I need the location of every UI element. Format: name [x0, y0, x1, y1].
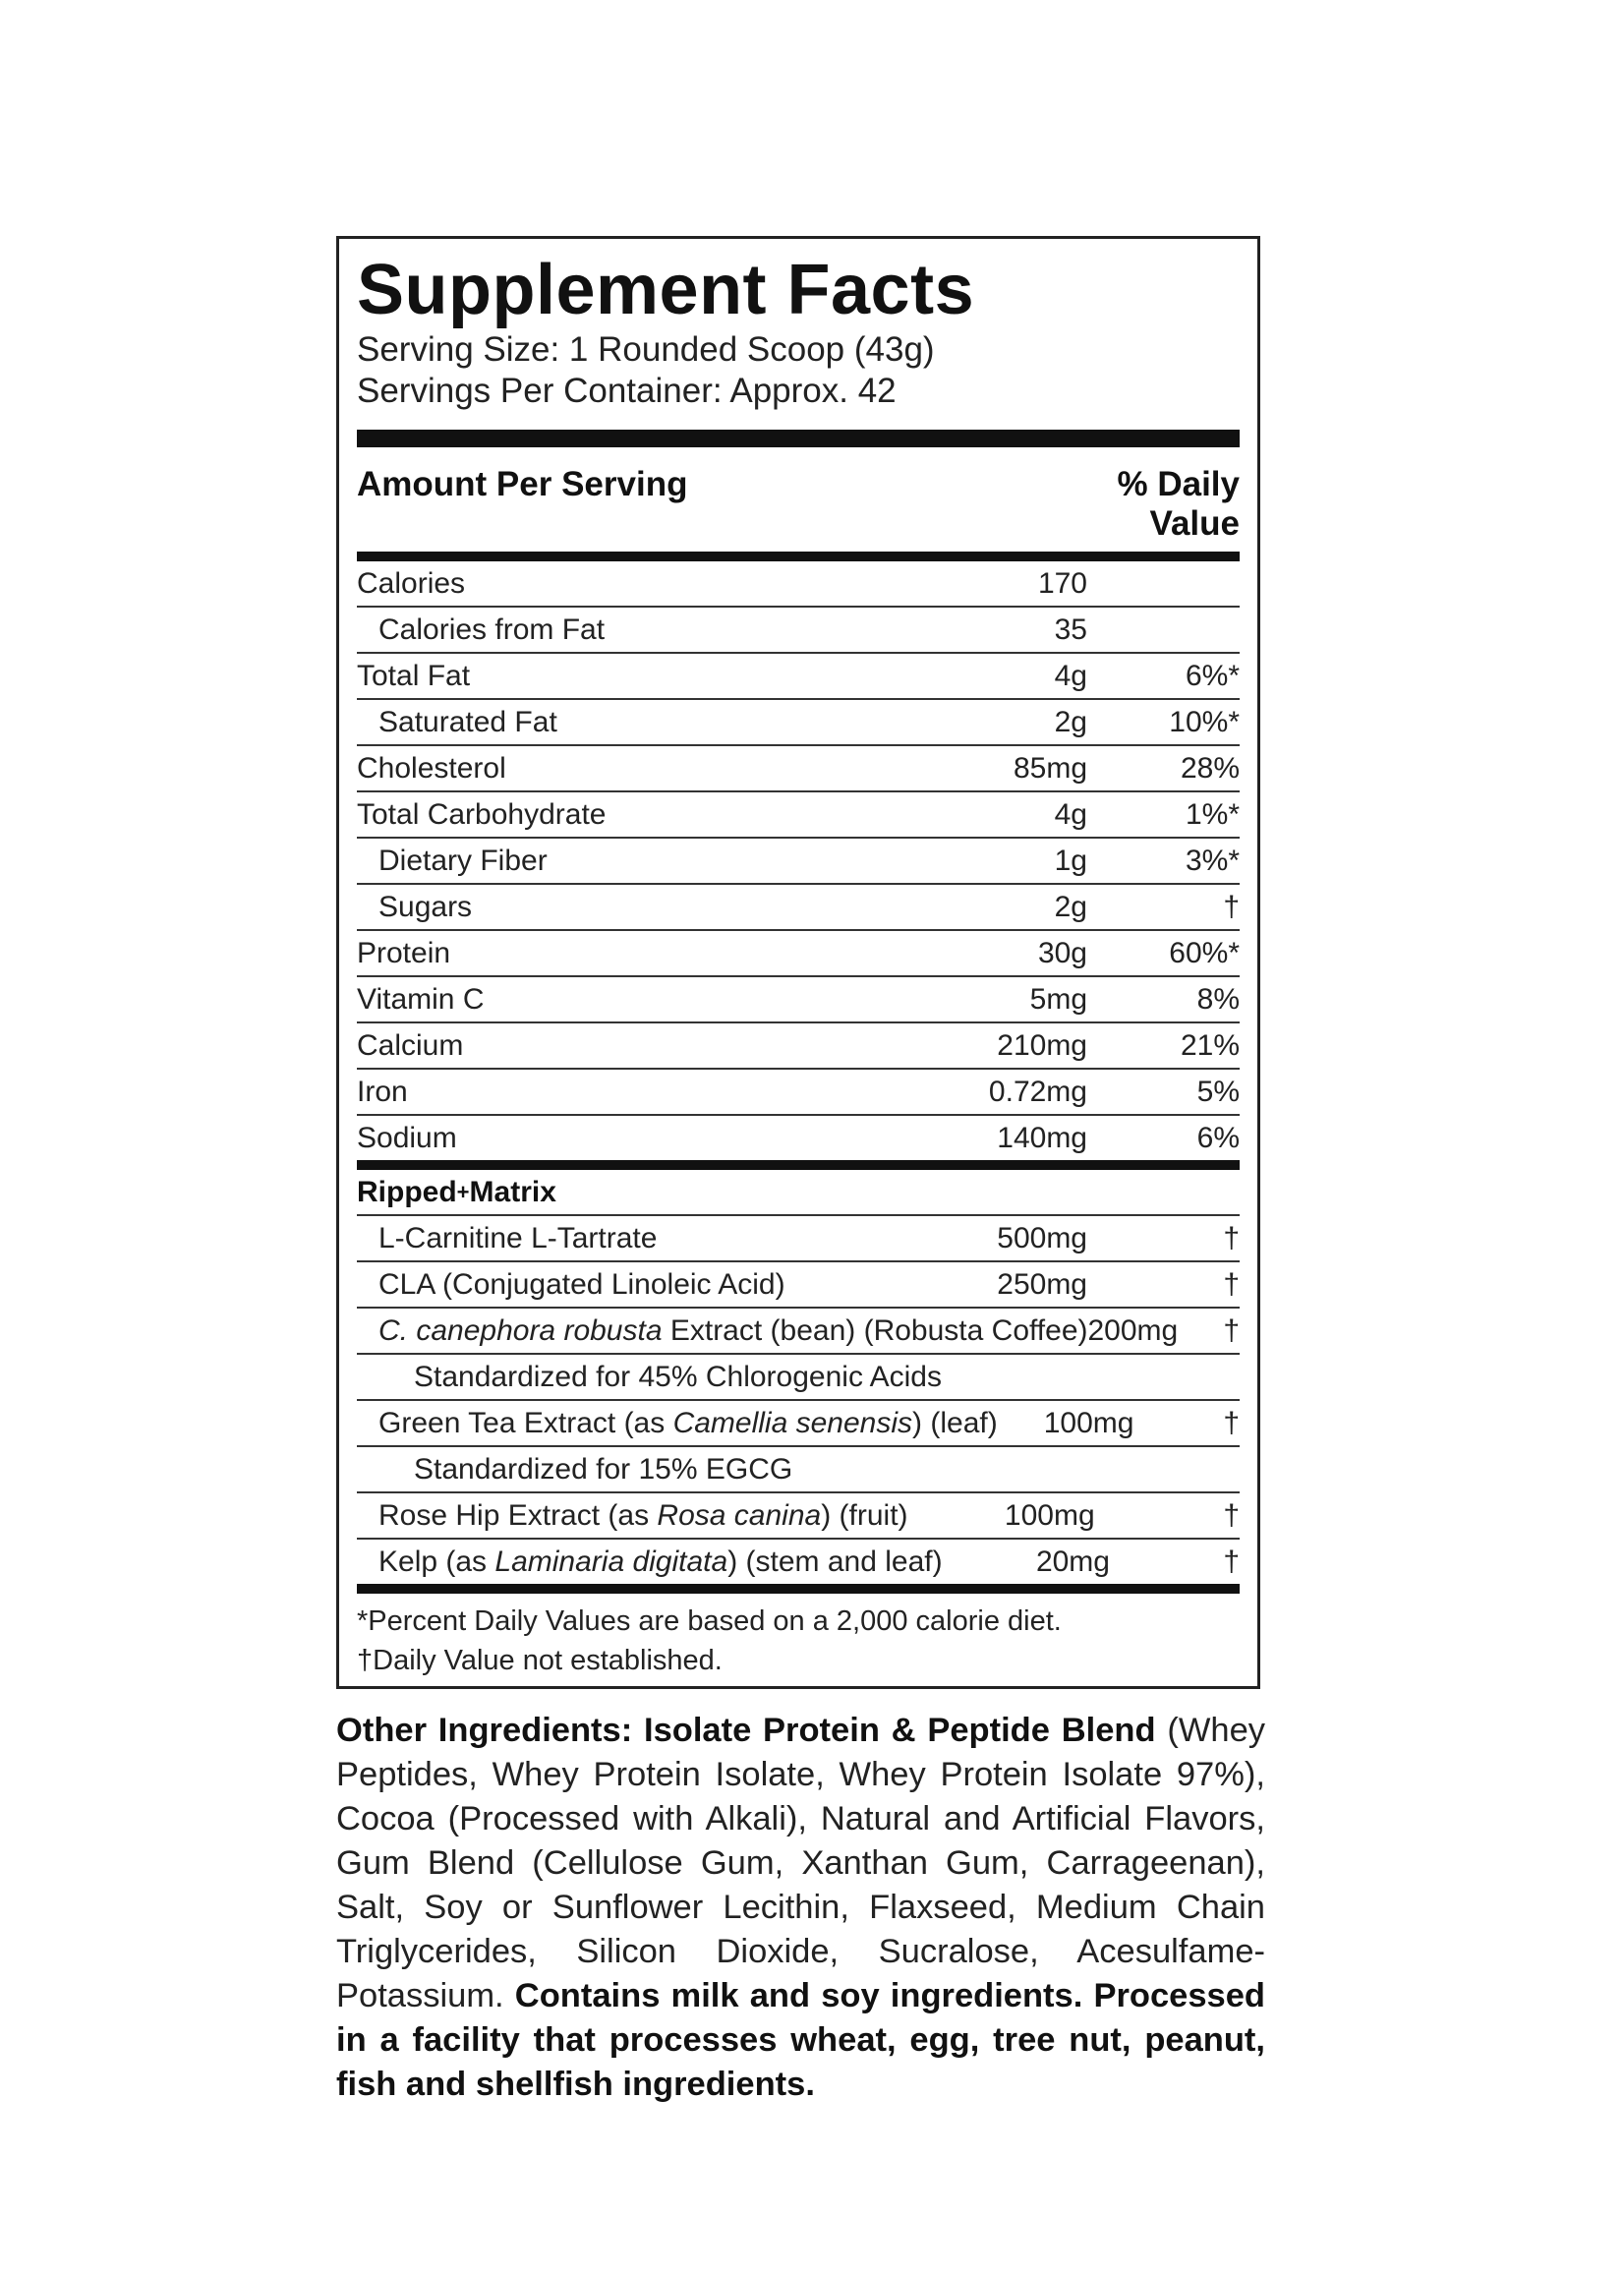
- matrix-row-rose-hip: Rose Hip Extract (as Rosa canina) (fruit) 100mg †: [357, 1493, 1240, 1540]
- nutrient-row-iron: Iron 0.72mg 5%: [357, 1070, 1240, 1116]
- other-ingredients-label: Other Ingredients: Isolate Protein & Peptide Blend: [336, 1712, 1156, 1749]
- matrix-row-robusta-coffee: C. canephora robusta Extract (bean) (Robusta Coffee) 200mg †: [357, 1309, 1240, 1355]
- allergen-statement: Contains milk and soy ingredients. Processed in a facility that processes wheat, egg, tree nut, peanut, fish and shellfish ingredients.: [336, 1977, 1265, 2103]
- amount-header: [357, 447, 1240, 544]
- nutrient-row-dietary-fiber: Dietary Fiber 1g 3%*: [357, 839, 1240, 885]
- matrix-row-egcg-note: Standardized for 15% EGCG: [357, 1447, 1240, 1493]
- nutrient-row-calcium: Calcium 210mg 21%: [357, 1023, 1240, 1070]
- nutrient-row-calories: Calories 170: [357, 561, 1240, 608]
- nutrient-row-saturated-fat: Saturated Fat 2g 10%*: [357, 700, 1240, 746]
- daily-value-label: % Daily Value: [1117, 465, 1240, 543]
- matrix-row-green-tea: Green Tea Extract (as Camellia senensis) (leaf) 100mg †: [357, 1401, 1240, 1447]
- amount-per-serving-label: Amount Per Serving: [357, 465, 688, 503]
- matrix-title: Ripped + Matrix: [357, 1170, 1240, 1216]
- nutrient-row-vitamin-c: Vitamin C 5mg 8%: [357, 977, 1240, 1023]
- footnote-daily-values: *Percent Daily Values are based on a 2,000 calorie diet.: [357, 1605, 1062, 1637]
- nutrient-row-protein: Protein 30g 60%*: [357, 931, 1240, 977]
- matrix-row-chlorogenic-note: Standardized for 45% Chlorogenic Acids: [357, 1355, 1240, 1401]
- nutrient-row-calories-from-fat: Calories from Fat 35: [357, 608, 1240, 654]
- matrix-row-cla: CLA (Conjugated Linoleic Acid) 250mg †: [357, 1262, 1240, 1309]
- nutrient-row-sugars: Sugars 2g †: [357, 885, 1240, 931]
- footnotes: [357, 1594, 1240, 1680]
- servings-per-container: Servings Per Container: Approx. 42: [357, 372, 897, 410]
- thick-divider: [357, 430, 1240, 447]
- matrix-row-l-carnitine: L-Carnitine L-Tartrate 500mg †: [357, 1216, 1240, 1262]
- serving-size: Serving Size: 1 Rounded Scoop (43g): [357, 330, 935, 369]
- footnote-dagger: †Daily Value not established.: [357, 1645, 723, 1676]
- other-ingredients-text: (Whey Peptides, Whey Protein Isolate, Whey Protein Isolate 97%), Cocoa (Processed with Alkali), Natural and Artificial Flavors, Gum Blend (Cellulose Gum, Xanthan Gum, Carrageenan), Salt, Soy or Sunflower Lecithin, Flaxseed, Medium Chain Triglycerides, Silicon Dioxide, Sucralose, Acesulfame-Potassium.: [336, 1712, 1266, 2014]
- supplement-facts-panel: [336, 236, 1260, 1689]
- nutrient-row-total-fat: Total Fat 4g 6%*: [357, 654, 1240, 700]
- nutrient-row-cholesterol: Cholesterol 85mg 28%: [357, 746, 1240, 792]
- nutrient-row-sodium: Sodium 140mg 6%: [357, 1116, 1240, 1170]
- panel-title: Supplement Facts: [357, 251, 975, 329]
- matrix-row-kelp: Kelp (as Laminaria digitata) (stem and leaf) 20mg †: [357, 1540, 1240, 1594]
- nutrient-row-total-carbohydrate: Total Carbohydrate 4g 1%*: [357, 792, 1240, 839]
- header-divider: [357, 552, 1240, 561]
- other-ingredients: [336, 1709, 1265, 2107]
